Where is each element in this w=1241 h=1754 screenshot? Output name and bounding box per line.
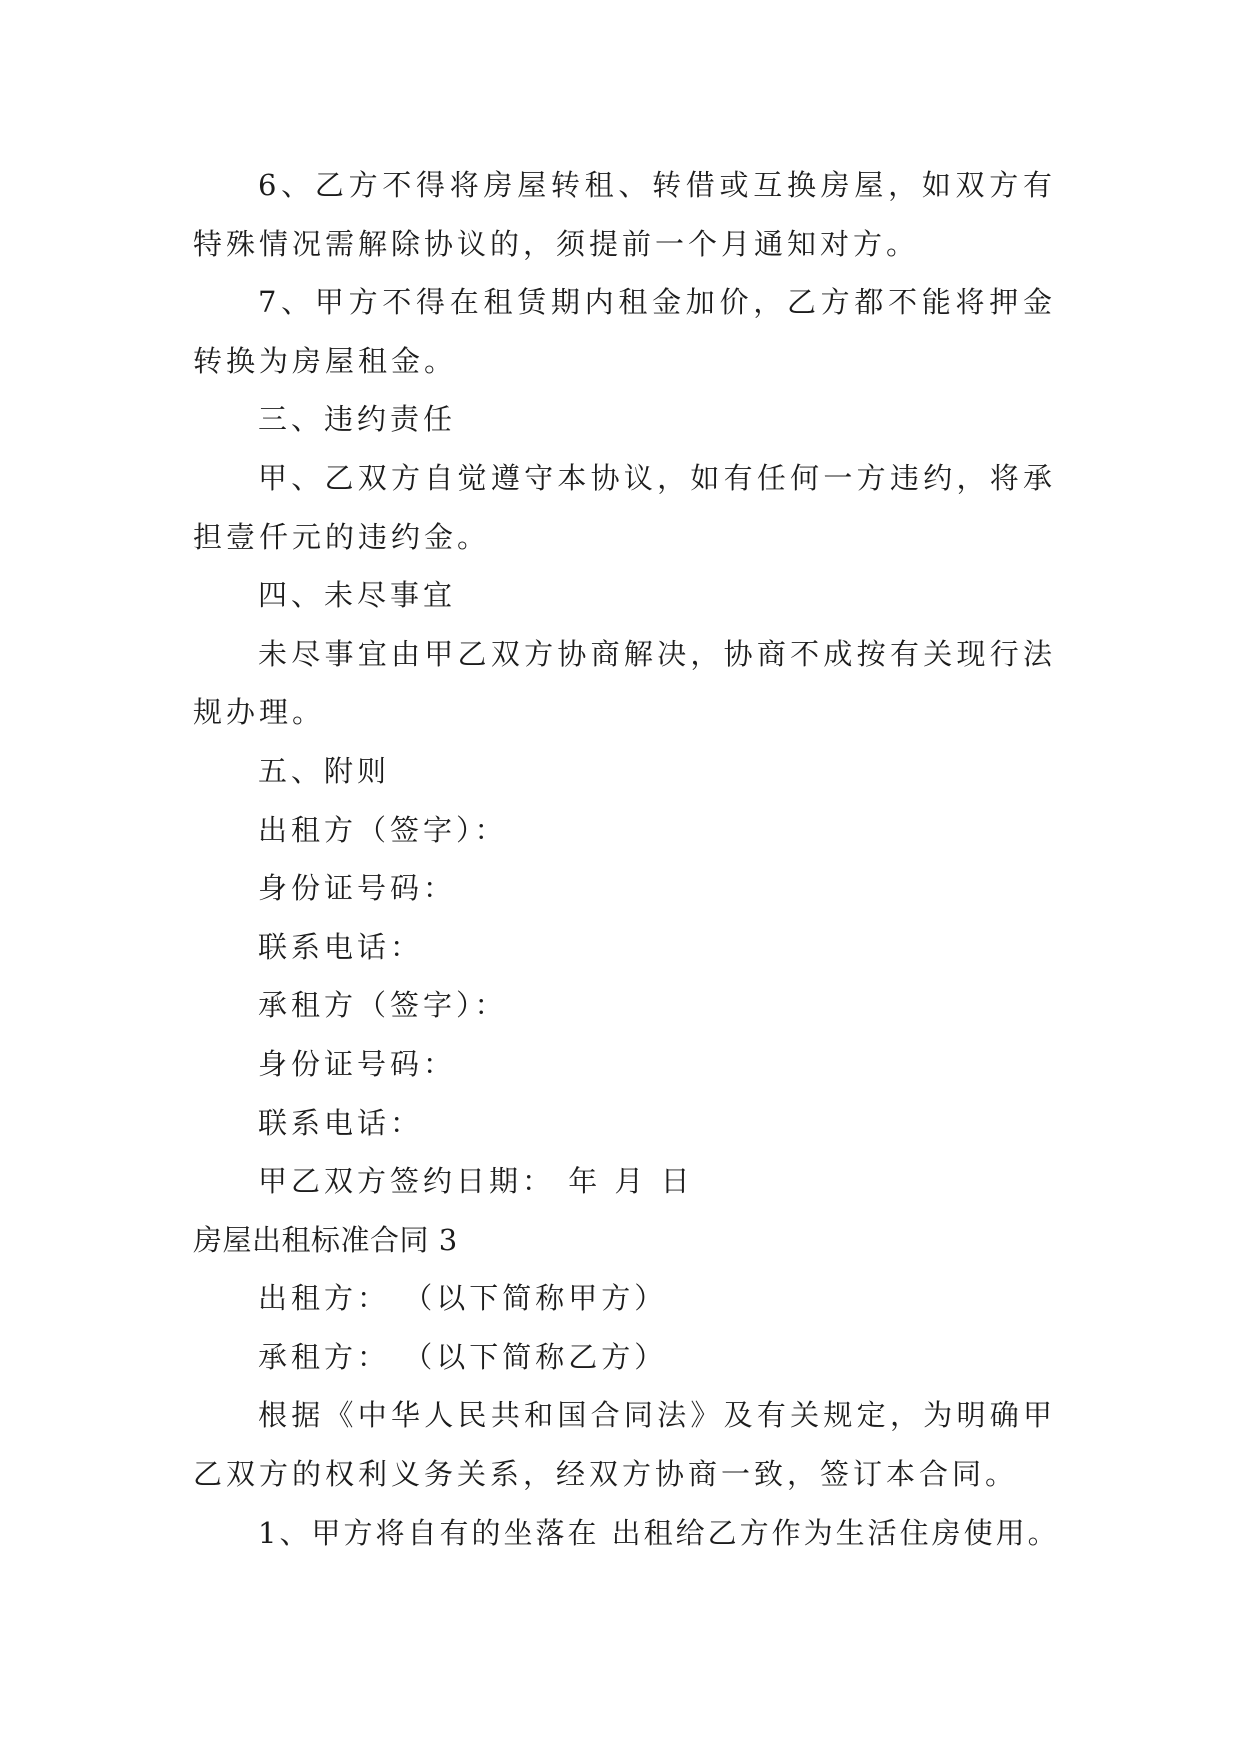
lessor-signature-field: 出租方（签字）： [258, 812, 508, 847]
section-5-title: 五、附则 [258, 753, 391, 788]
contract-3-preamble-line-1: 根据《中华人民共和国合同法》及有关规定，为明确甲 [258, 1398, 1056, 1433]
lessee-signature-field: 承租方（签字）： [258, 988, 508, 1023]
lessor-id-number-field: 身份证号码： [258, 871, 457, 906]
contract-3-lessor: 出租方： （以下简称甲方） [258, 1281, 668, 1316]
section-4-body-line-2: 规办理。 [193, 695, 326, 730]
contract-3-clause-1: 1、甲方将自有的坐落在 出租给乙方作为生活住房使用。 [258, 1515, 1060, 1550]
contract-3-title: 房屋出租标准合同 3 [193, 1222, 458, 1257]
clause-6-line-2: 特殊情况需解除协议的，须提前一个月通知对方。 [193, 226, 920, 261]
section-3-body-line-1: 甲、乙双方自觉遵守本协议，如有任何一方违约，将承 [258, 460, 1056, 495]
signing-date-field: 甲乙双方签约日期： 年 月 日 [258, 1164, 694, 1199]
section-4-body-line-1: 未尽事宜由甲乙双方协商解决，协商不成按有关现行法 [258, 636, 1056, 671]
lessee-phone-field: 联系电话： [258, 1105, 424, 1140]
clause-7-line-2: 转换为房屋租金。 [193, 343, 458, 378]
section-3-body-line-2: 担壹仟元的违约金。 [193, 519, 491, 554]
contract-3-lessee: 承租方： （以下简称乙方） [258, 1339, 668, 1374]
clause-6-line-1: 6、乙方不得将房屋转租、转借或互换房屋，如双方有 [258, 168, 1056, 202]
clause-7-line-1: 7、甲方不得在租赁期内租金加价，乙方都不能将押金 [258, 285, 1056, 320]
contract-3-preamble-line-2: 乙双方的权利义务关系，经双方协商一致，签订本合同。 [193, 1457, 1019, 1492]
lessee-id-number-field: 身份证号码： [258, 1046, 457, 1081]
lessor-phone-field: 联系电话： [258, 929, 424, 964]
section-4-title: 四、未尽事宜 [258, 578, 457, 613]
section-3-title: 三、违约责任 [258, 402, 457, 437]
